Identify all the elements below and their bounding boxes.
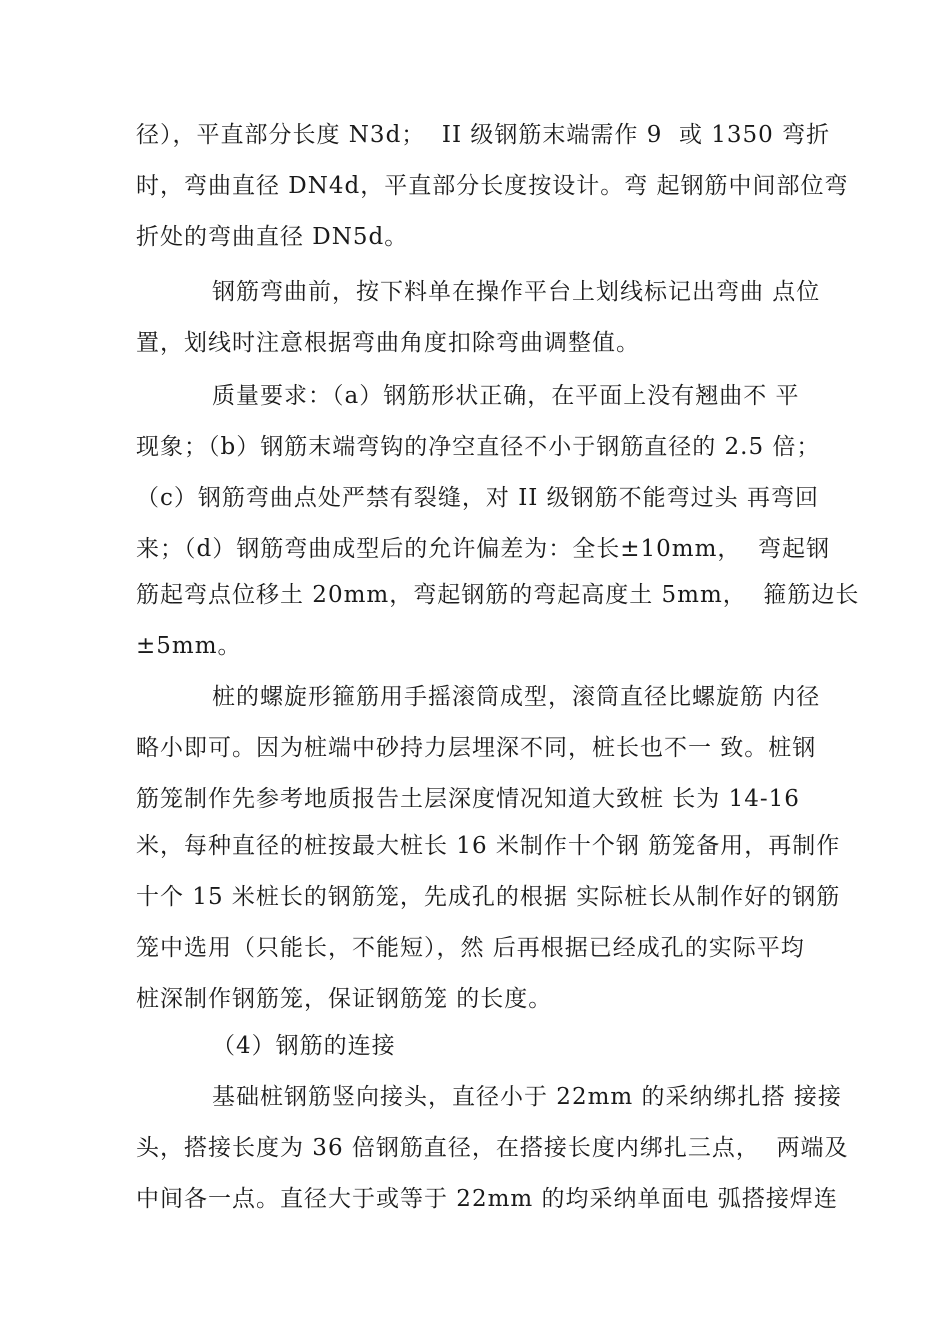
- paragraph-line: 头，搭接长度为 36 倍钢筋直径，在搭接长度内绑扎三点， 两端及: [136, 1135, 849, 1161]
- paragraph-line: ±5mm。: [136, 633, 242, 659]
- paragraph-line: 中间各一点。直径大于或等于 22mm 的均采纳单面电 弧搭接焊连: [136, 1186, 838, 1212]
- paragraph-line: 钢筋弯曲前，按下料单在操作平台上划线标记出弯曲 点位: [212, 279, 821, 305]
- paragraph-line: 时，弯曲直径 DN4d，平直部分长度按设计。弯 起钢筋中间部位弯: [136, 173, 849, 199]
- paragraph-line: 来；（d）钢筋弯曲成型后的允许偏差为：全长±10mm， 弯起钢: [136, 536, 831, 562]
- paragraph-line: 筋起弯点位移土 20mm，弯起钢筋的弯起高度土 5mm， 箍筋边长: [136, 582, 860, 608]
- paragraph-line: 笼中选用（只能长，不能短），然 后再根据已经成孔的实际平均: [136, 935, 805, 961]
- paragraph-line: 十个 15 米桩长的钢筋笼，先成孔的根据 实际桩长从制作好的钢筋: [136, 884, 841, 910]
- paragraph-line: 桩的螺旋形箍筋用手摇滚筒成型，滚筒直径比螺旋筋 内径: [212, 684, 821, 710]
- paragraph-line: 径），平直部分长度 N3d； II 级钢筋末端需作 9 或 1350 弯折: [136, 122, 831, 148]
- paragraph-line: 折处的弯曲直径 DN5d。: [136, 224, 409, 250]
- paragraph-line: 略小即可。因为桩端中砂持力层埋深不同，桩长也不一 致。桩钢: [136, 735, 817, 761]
- paragraph-line: 质量要求：（a）钢筋形状正确，在平面上没有翘曲不 平: [212, 383, 800, 409]
- paragraph-line: 基础桩钢筋竖向接头，直径小于 22mm 的采纳绑扎搭 接接: [212, 1084, 842, 1110]
- paragraph-line: 米，每种直径的桩按最大桩长 16 米制作十个钢 筋笼备用，再制作: [136, 833, 841, 859]
- paragraph-line: （c）钢筋弯曲点处严禁有裂缝，对 II 级钢筋不能弯过头 再弯回: [136, 485, 819, 511]
- section-heading: （4）钢筋的连接: [212, 1033, 396, 1059]
- paragraph-line: 筋笼制作先参考地质报告土层深度情况知道大致桩 长为 14-16: [136, 786, 800, 812]
- paragraph-line: 现象；（b）钢筋末端弯钩的净空直径不小于钢筋直径的 2.5 倍；: [136, 434, 821, 460]
- paragraph-line: 桩深制作钢筋笼，保证钢筋笼 的长度。: [136, 986, 553, 1012]
- paragraph-line: 置，划线时注意根据弯曲角度扣除弯曲调整值。: [136, 330, 640, 356]
